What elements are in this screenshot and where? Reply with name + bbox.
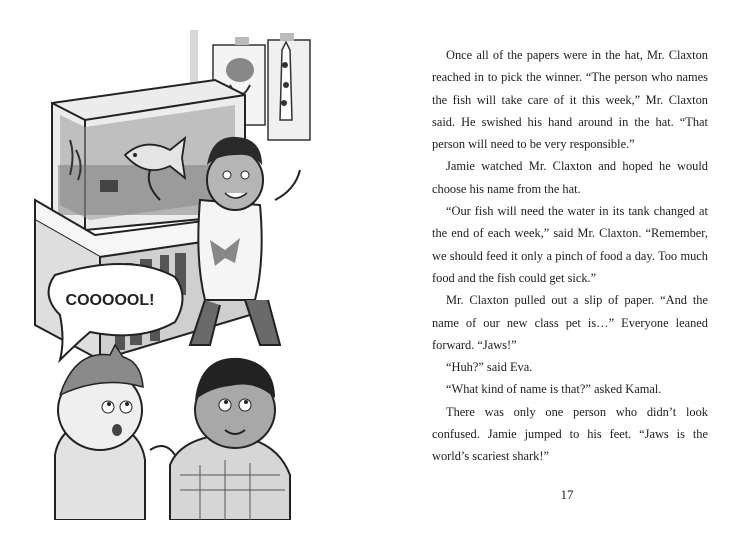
paragraph: “Our fish will need the water in its tank changed at the end of each week,” said Mr. Claxton. “Remember, we should feed it only a pinch of food a day. Too much food and the fish could get sick.” — [432, 204, 708, 285]
page-number: 17 — [560, 487, 574, 502]
paragraph: “What kind of name is that?” asked Kamal. — [446, 382, 662, 397]
paragraph: Once all of the papers were in the hat, Mr. Claxton reached in to pick the winner. “The person who names the fish will take care of it this week,” Mr. Claxton said. He swished his hand around in the hat. “That person will need to be very responsible.” — [432, 48, 708, 152]
speech-bubble-text: COOOOOL! — [65, 292, 155, 309]
classroom-illustration — [30, 25, 375, 520]
right-page — [378, 0, 756, 549]
boy-left — [55, 345, 145, 520]
paragraph: Jamie watched Mr. Claxton and hoped he would choose his name from the hat. — [432, 159, 708, 196]
paragraph: There was only one person who didn’t look confused. Jamie jumped to his feet. “Jaws is the world’s scariest shark!” — [432, 404, 708, 464]
boy-right — [150, 358, 290, 520]
paragraph: Mr. Claxton pulled out a slip of paper. “And the name of our new class pet is…” Everyone leaned forward. “Jaws!” — [432, 293, 708, 352]
paragraph: “Huh?” said Eva. — [446, 360, 533, 375]
story-text — [432, 44, 708, 468]
